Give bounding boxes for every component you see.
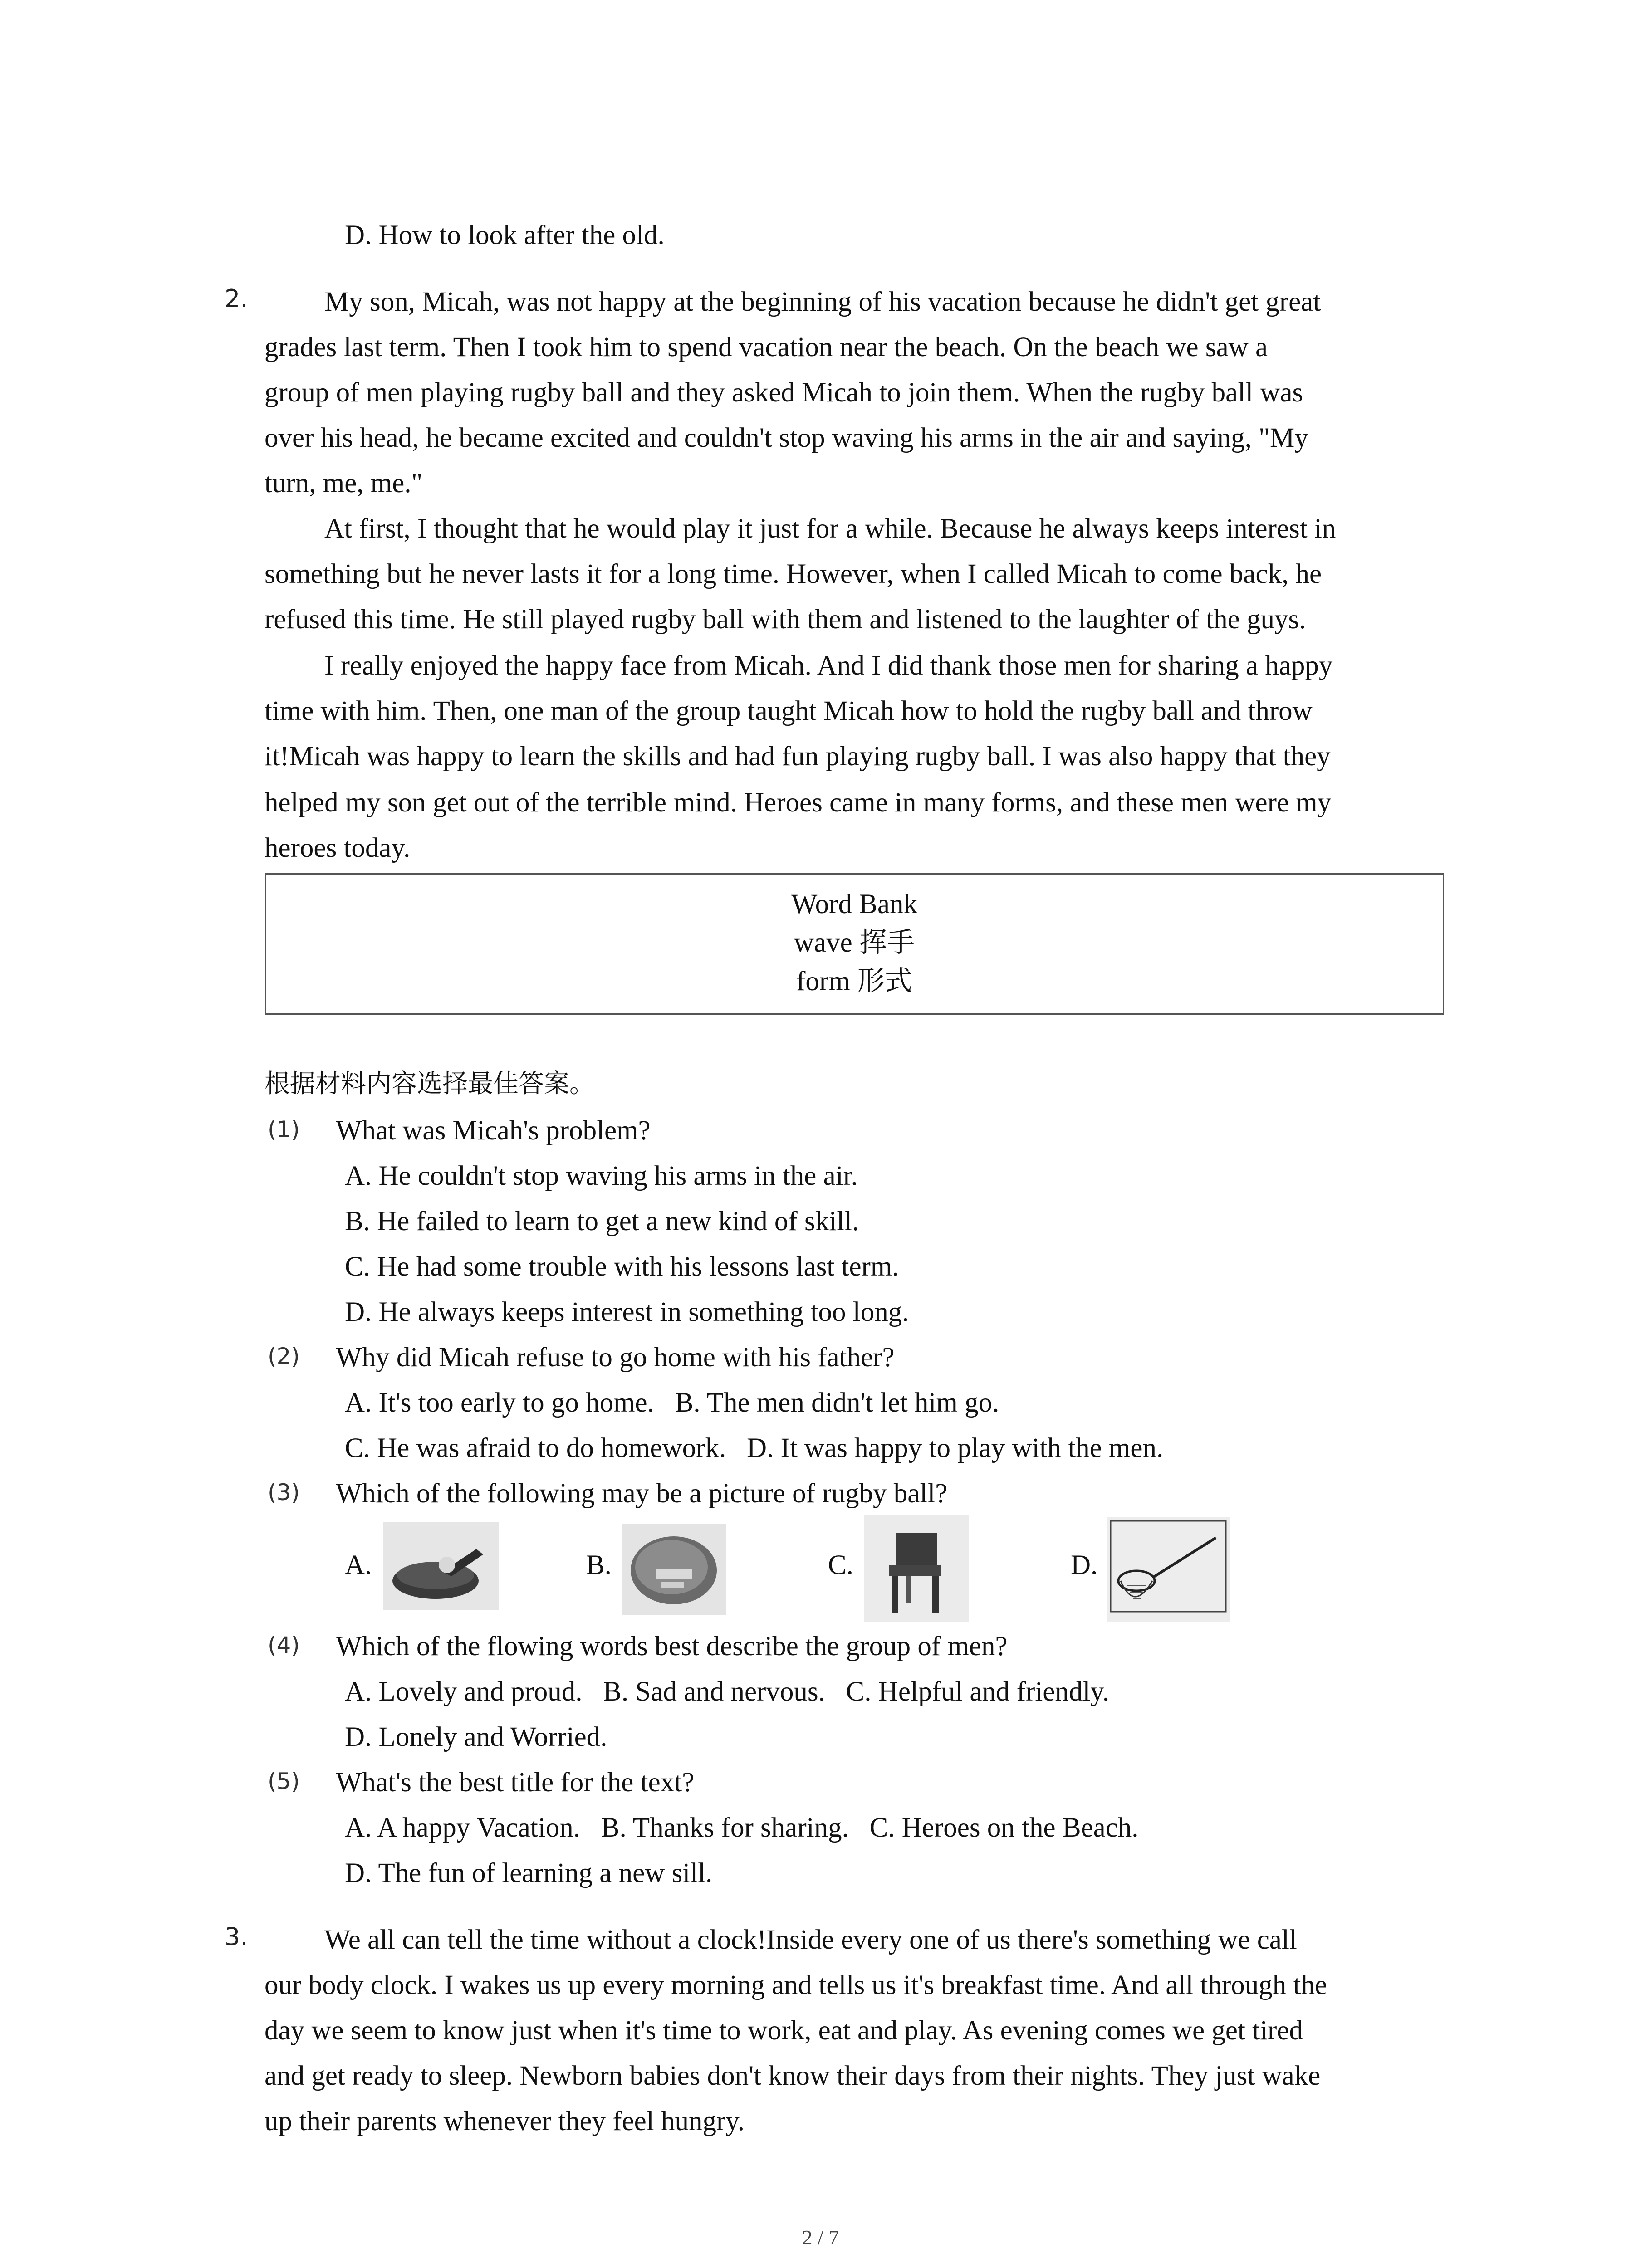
passage-line: turn, me, me." — [265, 468, 423, 499]
question-2-number: 2. — [225, 284, 248, 313]
subquestion-number: (2) — [268, 1343, 300, 1369]
answer-option: D. The fun of learning a new sill. — [345, 1858, 713, 1888]
subquestion-text: What's the best title for the text? — [336, 1767, 695, 1798]
passage-line: At first, I thought that he would play it just for a while. Because he always keeps interest in — [324, 513, 1336, 544]
instruction-text: 根据材料内容选择最佳答案。 — [265, 1069, 595, 1099]
word-bank-entry: form 形式 — [796, 966, 912, 997]
answer-option: B. He failed to learn to get a new kind of skill. — [345, 1206, 859, 1237]
passage-line: My son, Micah, was not happy at the beginning of his vacation because he didn't get great — [324, 287, 1321, 317]
passage-line: grades last term. Then I took him to spend vacation near the beach. On the beach we saw a — [265, 332, 1268, 362]
subquestion-number: (1) — [268, 1116, 300, 1143]
subquestion-text: What was Micah's problem? — [336, 1115, 651, 1146]
passage-line: heroes today. — [265, 833, 411, 863]
subquestion-text: Which of the following may be a picture of rugby ball? — [336, 1478, 948, 1509]
page-indicator: 2 / 7 — [802, 2226, 839, 2249]
word-bank-box — [265, 873, 1444, 1015]
answer-option: D. He always keeps interest in something too long. — [345, 1297, 909, 1327]
passage-line: refused this time. He still played rugby ball with them and listened to the laughter of the guys. — [265, 604, 1306, 635]
passage-line: it!Micah was happy to learn the skills and had fun playing rugby ball. I was also happy that they — [265, 741, 1331, 772]
answer-option: C. He had some trouble with his lessons last term. — [345, 1251, 899, 1282]
picture-option-label: D. — [1071, 1550, 1098, 1580]
passage-line: something but he never lasts it for a long time. However, when I called Micah to come back, he — [265, 559, 1322, 589]
answer-option: A. It's too early to go home. B. The men didn't let him go. — [345, 1388, 999, 1418]
chair-icon — [864, 1515, 969, 1622]
passage-line: helped my son get out of the terrible mind. Heroes came in many forms, and these men were my — [265, 787, 1332, 818]
subquestion-text: Why did Micah refuse to go home with his father? — [336, 1342, 895, 1373]
answer-option: A. He couldn't stop waving his arms in the air. — [345, 1161, 858, 1191]
answer-option: A. A happy Vacation. B. Thanks for sharing. C. Heroes on the Beach. — [345, 1813, 1139, 1843]
picture-option-label: A. — [345, 1550, 372, 1580]
word-bank-title: Word Bank — [791, 889, 917, 919]
subquestion-number: (5) — [268, 1768, 300, 1794]
passage-line: day we seem to know just when it's time to work, eat and play. As evening comes we get tired — [265, 2015, 1303, 2046]
picture-option-label: B. — [586, 1550, 612, 1580]
ping-pong-paddle-icon — [383, 1522, 499, 1610]
passage-line: We all can tell the time without a clock!Inside every one of us there's something we call — [324, 1925, 1297, 1955]
passage-line: group of men playing rugby ball and they asked Micah to join them. When the rugby ball was — [265, 377, 1303, 408]
subquestion-number: (3) — [268, 1479, 300, 1505]
subquestion-number: (4) — [268, 1632, 300, 1658]
passage-line: up their parents whenever they feel hungry. — [265, 2106, 745, 2136]
word-bank-entry: wave 挥手 — [794, 928, 915, 958]
passage-line: I really enjoyed the happy face from Micah. And I did thank those men for sharing a happy — [324, 650, 1333, 681]
passage-line: and get ready to sleep. Newborn babies don't know their days from their nights. They just wake — [265, 2061, 1321, 2091]
net-icon — [1107, 1517, 1230, 1622]
ball-icon — [622, 1524, 726, 1615]
answer-option: A. Lovely and proud. B. Sad and nervous. C. Helpful and friendly. — [345, 1677, 1110, 1707]
answer-option: D. Lonely and Worried. — [345, 1722, 607, 1752]
answer-option: C. He was afraid to do homework. D. It was happy to play with the men. — [345, 1433, 1164, 1463]
passage-line: time with him. Then, one man of the group taught Micah how to hold the rugby ball and throw — [265, 696, 1313, 726]
subquestion-text: Which of the flowing words best describe the group of men? — [336, 1631, 1008, 1662]
question-3-number: 3. — [225, 1922, 248, 1951]
q1-option-d: D. How to look after the old. — [345, 220, 665, 250]
picture-option-label: C. — [828, 1550, 853, 1580]
passage-line: over his head, he became excited and couldn't stop waving his arms in the air and saying, "My — [265, 423, 1308, 453]
passage-line: our body clock. I wakes us up every morning and tells us it's breakfast time. And all through the — [265, 1970, 1327, 2000]
